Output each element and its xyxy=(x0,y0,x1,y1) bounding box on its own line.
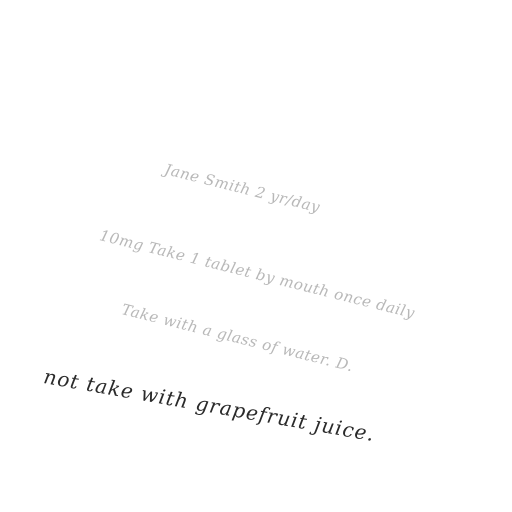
water-instruction-line: Take with a glass of water. D. xyxy=(119,300,356,376)
grapefruit-warning-line: not take with grapefruit juice. xyxy=(41,364,377,447)
dosage-line: 10mg Take 1 tablet by mouth once daily xyxy=(97,226,417,323)
patient-name-line: Jane Smith 2 yr/day xyxy=(162,160,322,217)
